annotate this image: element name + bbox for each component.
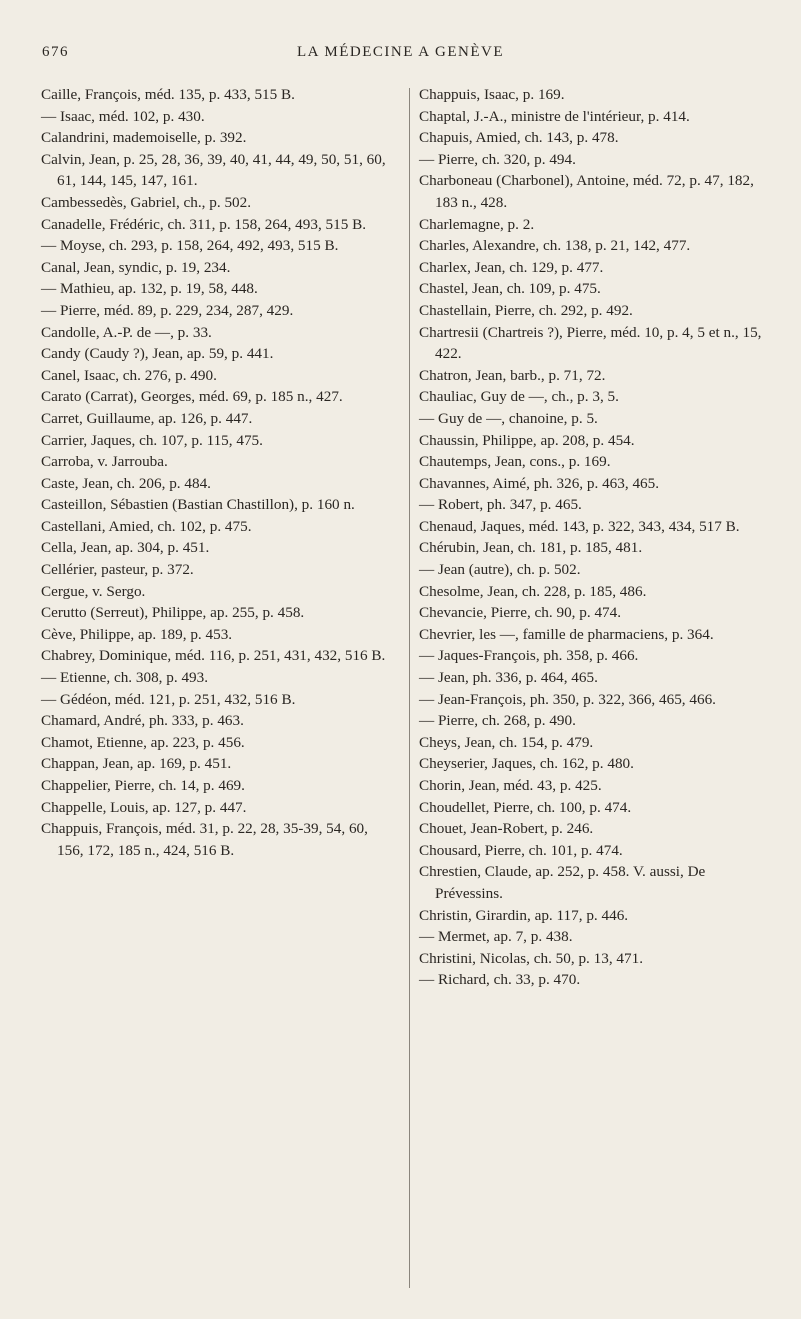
- index-entry: Chatron, Jean, barb., p. 71, 72.: [419, 366, 606, 384]
- index-entry: Cheys, Jean, ch. 154, p. 479.: [419, 733, 594, 751]
- index-entry: — Guy de —, chanoine, p. 5.: [419, 409, 598, 427]
- index-entry: Christini, Nicolas, ch. 50, p. 13, 471.: [419, 949, 644, 967]
- index-entry: Carroba, v. Jarrouba.: [41, 453, 168, 471]
- index-entry: Cambessedès, Gabriel, ch., p. 502.: [41, 193, 252, 211]
- index-entry: Chrestien, Claude, ap. 252, p. 458. V. aussi, De Prévessins.: [419, 863, 706, 902]
- index-entry: Chastellain, Pierre, ch. 292, p. 492.: [419, 301, 633, 319]
- index-entry: Chousard, Pierre, ch. 101, p. 474.: [419, 841, 623, 859]
- index-entry: — Mermet, ap. 7, p. 438.: [419, 928, 573, 946]
- index-entry: Candolle, A.-P. de —, p. 33.: [41, 323, 212, 341]
- index-entry: Chaptal, J.-A., ministre de l'intérieur, p. 414.: [419, 107, 690, 125]
- index-entry: Cerutto (Serreut), Philippe, ap. 255, p. 458.: [41, 604, 305, 622]
- index-entry: — Jean-François, ph. 350, p. 322, 366, 465, 466.: [419, 690, 716, 708]
- page-header: [30, 44, 771, 66]
- index-entry: Chappan, Jean, ap. 169, p. 451.: [41, 755, 232, 773]
- index-entry: Calvin, Jean, p. 25, 28, 36, 39, 40, 41, 44, 49, 50, 51, 60, 61, 144, 145, 147, 161.: [41, 150, 386, 190]
- index-entry: Chevrier, les —, famille de pharmaciens, p. 364.: [419, 625, 714, 643]
- page-number: 676: [42, 44, 69, 60]
- index-entry: — Pierre, méd. 89, p. 229, 234, 287, 429.: [41, 301, 294, 319]
- index-entry: — Jaques-François, ph. 358, p. 466.: [419, 647, 639, 665]
- index-entry: — Pierre, ch. 268, p. 490.: [419, 712, 576, 730]
- index-entry: Christin, Girardin, ap. 117, p. 446.: [419, 906, 629, 924]
- index-entry: Canadelle, Frédéric, ch. 311, p. 158, 264, 493, 515 B.: [41, 215, 367, 233]
- index-entry: Chappuis, François, méd. 31, p. 22, 28, 35-39, 54, 60, 156, 172, 185 n., 424, 516 B.: [41, 820, 368, 859]
- index-entry: Chérubin, Jean, ch. 181, p. 185, 481.: [419, 539, 643, 557]
- index-entry: Choudellet, Pierre, ch. 100, p. 474.: [419, 798, 632, 816]
- index-entry: Chevancie, Pierre, ch. 90, p. 474.: [419, 604, 622, 622]
- index-entry: Chabrey, Dominique, méd. 116, p. 251, 431, 432, 516 B.: [41, 647, 386, 665]
- index-entry: Caste, Jean, ch. 206, p. 484.: [41, 474, 211, 492]
- index-entry: Canel, Isaac, ch. 276, p. 490.: [41, 366, 217, 384]
- index-entry: Chouet, Jean-Robert, p. 246.: [419, 820, 594, 838]
- index-entry: Carret, Guillaume, ap. 126, p. 447.: [41, 409, 253, 427]
- index-entry: Chamard, André, ph. 333, p. 463.: [41, 712, 244, 730]
- index-entry: Castellani, Amied, ch. 102, p. 475.: [41, 517, 252, 535]
- index-entry: Cellérier, pasteur, p. 372.: [41, 561, 194, 579]
- running-title: LA MÉDECINE A GENÈVE: [296, 44, 505, 60]
- index-entry: Chaussin, Philippe, ap. 208, p. 454.: [419, 431, 635, 449]
- index-entry: Charles, Alexandre, ch. 138, p. 21, 142, 477.: [419, 237, 691, 255]
- index-entry: Chesolme, Jean, ch. 228, p. 185, 486.: [419, 582, 647, 600]
- index-entry: — Richard, ch. 33, p. 470.: [419, 971, 581, 989]
- index-entry: Carato (Carrat), Georges, méd. 69, p. 185 n., 427.: [41, 388, 343, 406]
- index-entry: Cergue, v. Sergo.: [41, 582, 146, 600]
- index-entry: Chauliac, Guy de —, ch., p. 3, 5.: [419, 388, 619, 406]
- index-entry: Chappuis, Isaac, p. 169.: [419, 86, 565, 103]
- index-entry: — Etienne, ch. 308, p. 493.: [41, 669, 209, 687]
- index-entry: Canal, Jean, syndic, p. 19, 234.: [41, 258, 231, 276]
- index-entry: Chappelle, Louis, ap. 127, p. 447.: [41, 798, 247, 816]
- index-entry: — Gédéon, méd. 121, p. 251, 432, 516 B.: [41, 690, 296, 708]
- index-entry: — Mathieu, ap. 132, p. 19, 58, 448.: [41, 280, 258, 298]
- index-entry: Chartresii (Chartreis ?), Pierre, méd. 10, p. 4, 5 et n., 15, 422.: [419, 323, 762, 363]
- index-entry: — Isaac, méd. 102, p. 430.: [41, 107, 205, 125]
- index-entry: Cève, Philippe, ap. 189, p. 453.: [41, 625, 233, 643]
- index-entry: Chavannes, Aimé, ph. 326, p. 463, 465.: [419, 474, 660, 492]
- index-entry: Chastel, Jean, ch. 109, p. 475.: [419, 280, 601, 298]
- index-entry: — Jean, ph. 336, p. 464, 465.: [419, 669, 598, 687]
- index-entry: Caille, François, méd. 135, p. 433, 515 B.: [41, 86, 295, 103]
- index-entry: — Robert, ph. 347, p. 465.: [419, 496, 582, 514]
- index-entry: Chappelier, Pierre, ch. 14, p. 469.: [41, 777, 245, 794]
- index-entry: Cheyserier, Jaques, ch. 162, p. 480.: [419, 755, 634, 773]
- index-entry: Casteillon, Sébastien (Bastian Chastillon), p. 160 n.: [41, 496, 355, 514]
- column-divider: [409, 88, 410, 1288]
- index-entry: Chamot, Etienne, ap. 223, p. 456.: [41, 733, 245, 751]
- index-entry: Candy (Caudy ?), Jean, ap. 59, p. 441.: [41, 345, 274, 363]
- index-entry: Chautemps, Jean, cons., p. 169.: [419, 453, 611, 471]
- index-entry: — Moyse, ch. 293, p. 158, 264, 492, 493, 515 B.: [41, 237, 339, 255]
- index-entry: Calandrini, mademoiselle, p. 392.: [41, 129, 247, 147]
- index-entry: Cella, Jean, ap. 304, p. 451.: [41, 539, 210, 557]
- index-entry: Chorin, Jean, méd. 43, p. 425.: [419, 777, 602, 794]
- index-entry: Charboneau (Charbonel), Antoine, méd. 72, p. 47, 182, 183 n., 428.: [419, 172, 754, 211]
- index-column-left: [41, 84, 397, 861]
- index-entry: Chapuis, Amied, ch. 143, p. 478.: [419, 129, 619, 147]
- index-entry: Charlemagne, p. 2.: [419, 215, 535, 233]
- index-entry: — Pierre, ch. 320, p. 494.: [419, 150, 576, 168]
- index-entry: Chenaud, Jaques, méd. 143, p. 322, 343, 434, 517 B.: [419, 517, 740, 535]
- index-entry: Charlex, Jean, ch. 129, p. 477.: [419, 258, 604, 276]
- index-entry: Carrier, Jaques, ch. 107, p. 115, 475.: [41, 431, 263, 449]
- index-entry: — Jean (autre), ch. p. 502.: [419, 561, 581, 579]
- index-column-right: [419, 84, 773, 991]
